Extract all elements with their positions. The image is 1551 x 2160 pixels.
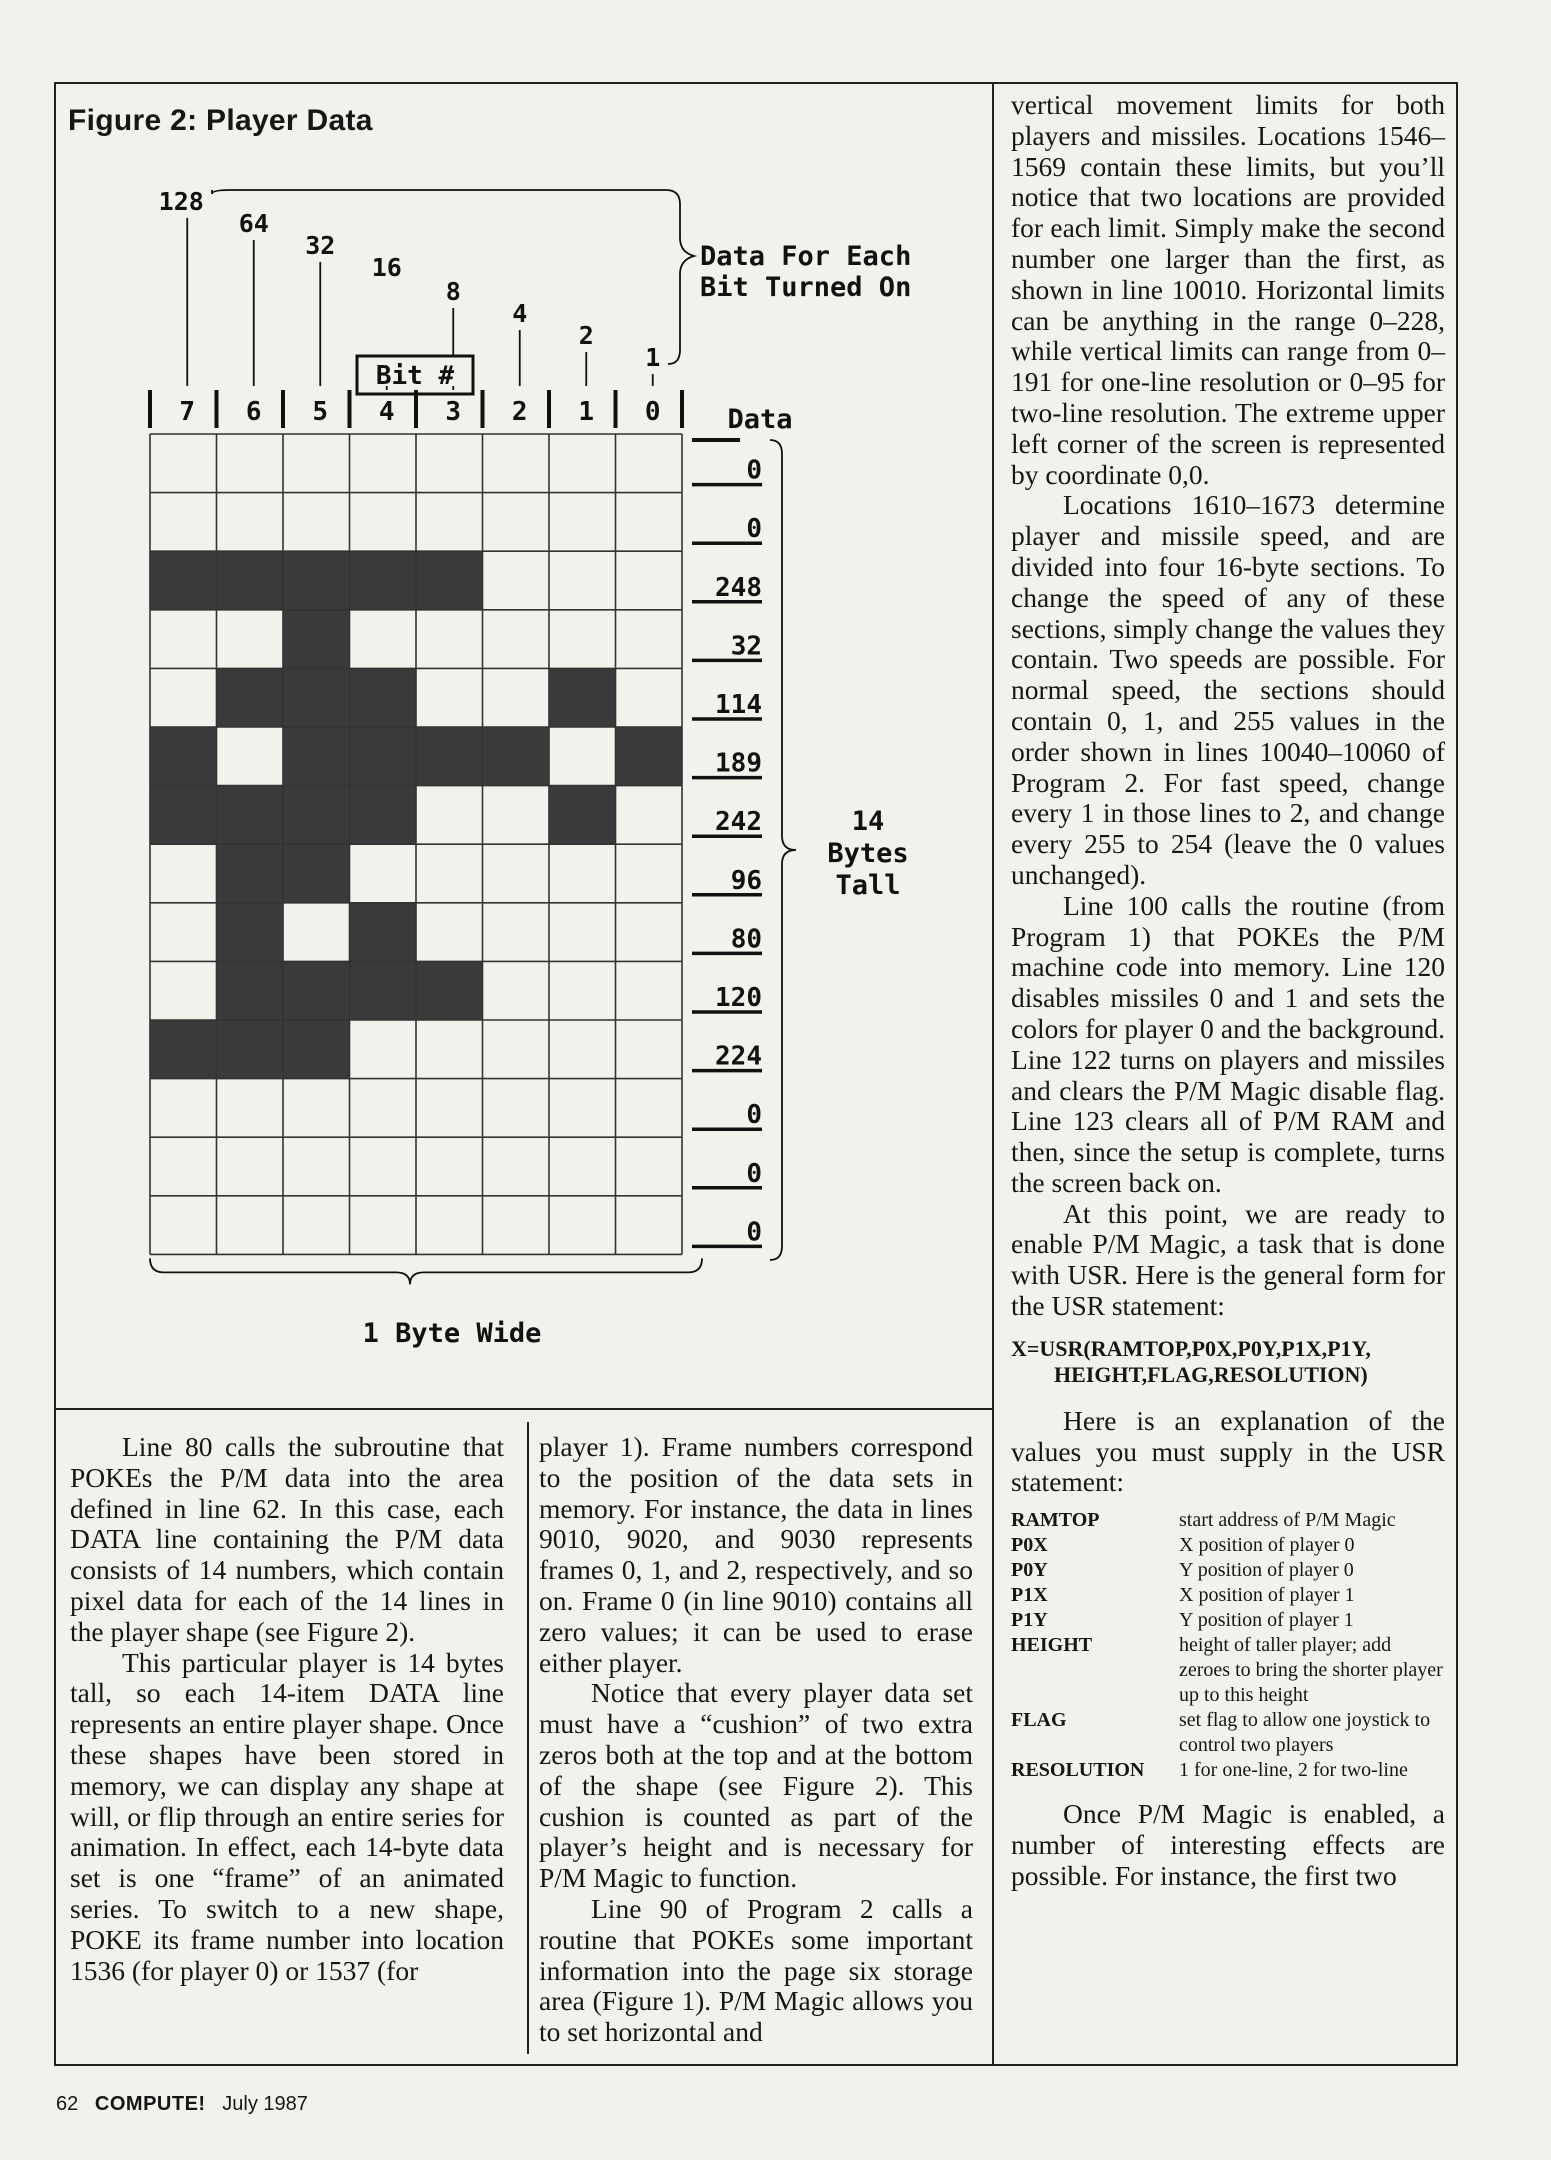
bit-value: 8 xyxy=(445,277,461,306)
data-header: Data xyxy=(727,404,793,435)
col2-paragraph-3: Line 90 of Program 2 calls a routine that POKEs some important information into the page six storage area (Figure 1). P/M Magic allows you to set horizontal and xyxy=(539,1892,973,2048)
pixel-on xyxy=(350,961,417,1020)
usr-statement-line-1: X=USR(RAMTOP,P0X,P0Y,P1X,P1Y, xyxy=(1011,1335,1371,1361)
def-row xyxy=(1011,1708,1445,1758)
def-term: HEIGHT xyxy=(1011,1634,1093,1657)
col1-paragraph-2: This particular player is 14 bytes tall, so each 14-item DATA line represents an entire player shape. Once these shapes have been stored in memory, we can display any shape at will, or flip through an entire series for animation. In effect, each 14-byte data set is one “frame” of an animated series. To switch to a new shape, POKE its frame number into location 1536 (for player 0) or 1537 (for xyxy=(70,1646,504,1986)
pixel-on xyxy=(150,727,217,786)
pixel-on xyxy=(283,551,350,610)
bit-number: 6 xyxy=(245,397,262,427)
def-term: P1X xyxy=(1011,1584,1048,1607)
def-term: RAMTOP xyxy=(1011,1509,1100,1532)
def-row xyxy=(1011,1558,1445,1583)
pixel-on xyxy=(217,786,284,845)
bit-number: 1 xyxy=(578,397,595,427)
pixel-on xyxy=(217,551,284,610)
col3-paragraph-6: Once P/M Magic is enabled, a number of interesting effects are possible. For instance, the first two xyxy=(1011,1798,1445,1891)
def-desc: set flag to allow one joystick to control two players xyxy=(1179,1709,1431,1757)
data-value: 0 xyxy=(746,455,762,486)
bit-number: 0 xyxy=(644,397,661,427)
col3-paragraph-1: vertical movement limits for both players and missiles. Locations 1546–1569 contain these limits, but you’ll notice that two locations are provided for each limit. Simply make the second number one larger than the first, as shown in line 10010. Horizontal limits can be anything in the range 0–228, while vertical limits can range from 0–191 for one-line resolution or 0–95 for two-line resolution. The extreme upper left corner of the screen is represented by coordinate 0,0. xyxy=(1011,89,1445,490)
pixel-on xyxy=(416,551,483,610)
data-value: 248 xyxy=(715,572,762,603)
pixel-on xyxy=(283,844,350,903)
height-label-line-3: Tall xyxy=(835,870,901,901)
pixel-on xyxy=(217,903,284,962)
col3-paragraph-2: Locations 1610–1673 determine player and missile speed, and are divided into four 16-byte sections. To change the speed of any of these sections, simply change the values they contain. Two speeds are possible. For normal speed, the sections should contain 0, 1, and 255 values in the order shown in lines 10040–10060 of Program 2. For fast speed, change every 1 in those lines to 2, and change every 255 to 254 (leave the 0 values unchanged). xyxy=(1011,489,1445,890)
data-value: 0 xyxy=(746,1158,762,1189)
col2-paragraph-1: player 1). Frame numbers correspond to the position of the data sets in memory. For instance, the data in lines 9010, 9020, and 9030 represents frames 0, 1, and 2, respectively, and so on. Frame 0 (in line 9010) contains all zero values; it can be used to erase either player. xyxy=(539,1431,973,1678)
def-term: P1Y xyxy=(1011,1609,1048,1632)
bit-number: 7 xyxy=(179,397,196,427)
pixel-on xyxy=(283,668,350,727)
usr-statement xyxy=(1011,1336,1445,1388)
bit-value: 128 xyxy=(158,187,204,216)
def-row xyxy=(1011,1508,1445,1533)
bit-value: 32 xyxy=(305,231,336,260)
def-row xyxy=(1011,1608,1445,1633)
def-term: P0Y xyxy=(1011,1559,1048,1582)
bit-value: 64 xyxy=(238,209,269,238)
def-desc: start address of P/M Magic xyxy=(1179,1509,1396,1532)
page-footer xyxy=(56,2093,308,2116)
def-desc: 1 for one-line, 2 for two-line xyxy=(1179,1759,1408,1782)
def-term: FLAG xyxy=(1011,1709,1067,1732)
def-row xyxy=(1011,1583,1445,1608)
column-3 xyxy=(1011,90,1445,1892)
bit-number: 2 xyxy=(511,397,528,427)
pixel-on xyxy=(283,610,350,669)
data-value: 0 xyxy=(746,1217,762,1248)
brace-label-line-1: Data For Each xyxy=(700,241,912,272)
bit-number: 5 xyxy=(312,397,329,427)
bit-number: 3 xyxy=(445,397,462,427)
data-value: 0 xyxy=(746,1100,762,1131)
pixel-on xyxy=(350,727,417,786)
bit-value: 2 xyxy=(578,321,594,350)
col1-paragraph-1: Line 80 calls the subroutine that POKEs the P/M data into the area defined in line 62. In this case, each DATA line containing the P/M data consists of 14 numbers, which contain pixel data for each of the 14 lines in the player shape (see Figure 2). xyxy=(70,1431,504,1647)
data-value: 120 xyxy=(715,983,762,1013)
data-value: 96 xyxy=(730,865,762,896)
height-label-line-2: Bytes xyxy=(827,838,909,869)
brace-width xyxy=(150,1258,702,1284)
data-value: 114 xyxy=(715,690,762,720)
def-desc: height of taller player; add zeroes to bring the shorter player up to this height xyxy=(1179,1634,1443,1707)
pixel-on xyxy=(350,903,417,962)
col2-paragraph-2: Notice that every player data set must have a “cushion” of two extra zeros both at the top and at the bottom of the shape (see Figure 2). This cushion is counted as part of the player’s height and is necessary for P/M Magic to function. xyxy=(539,1677,973,1894)
def-term: RESOLUTION xyxy=(1011,1759,1145,1782)
bit-label: Bit # xyxy=(375,361,455,391)
pixel-on xyxy=(217,844,284,903)
brace-height xyxy=(770,440,796,1260)
magazine-name: COMPUTE! xyxy=(94,2093,206,2115)
pixel-on xyxy=(416,961,483,1020)
def-term: P0X xyxy=(1011,1534,1048,1557)
pixel-on xyxy=(350,786,417,845)
figure-title: Figure 2: Player Data xyxy=(68,104,373,137)
def-desc: Y position of player 1 xyxy=(1179,1609,1354,1632)
column-divider-left xyxy=(527,1422,529,2054)
width-label: 1 Byte Wide xyxy=(362,1318,542,1349)
usr-parameter-list xyxy=(1011,1508,1445,1783)
data-value: 242 xyxy=(715,807,762,838)
pixel-on xyxy=(150,551,217,610)
data-value: 80 xyxy=(730,924,762,955)
pixel-on xyxy=(217,668,284,727)
pixel-on xyxy=(416,727,483,786)
data-value: 224 xyxy=(715,1041,762,1072)
bit-value: 1 xyxy=(645,343,661,372)
bit-value: 16 xyxy=(371,253,402,282)
def-row xyxy=(1011,1758,1445,1783)
data-value: 189 xyxy=(715,748,762,779)
data-value: 0 xyxy=(746,514,762,545)
bit-number: 4 xyxy=(378,397,395,427)
data-value: 32 xyxy=(730,631,762,662)
pixel-on xyxy=(483,727,550,786)
pixel-on xyxy=(217,961,284,1020)
def-desc: Y position of player 0 xyxy=(1179,1559,1354,1582)
def-row xyxy=(1011,1533,1445,1558)
issue-date: July 1987 xyxy=(222,2093,308,2115)
col3-paragraph-4: At this point, we are ready to enable P/M Magic, a task that is done with USR. Here is the general form for the USR statement: xyxy=(1011,1197,1445,1322)
pixel-on xyxy=(549,786,616,845)
height-label-line-1: 14 xyxy=(851,806,885,837)
def-desc: X position of player 1 xyxy=(1179,1584,1355,1607)
pixel-on xyxy=(217,1020,284,1079)
def-desc: X position of player 0 xyxy=(1179,1534,1355,1557)
pixel-on xyxy=(350,551,417,610)
pixel-on xyxy=(283,961,350,1020)
usr-statement-line-2: HEIGHT,FLAG,RESOLUTION) xyxy=(1054,1361,1368,1387)
def-row xyxy=(1011,1633,1445,1708)
pixel-on xyxy=(616,727,683,786)
pixel-on xyxy=(150,1020,217,1079)
pixel-on xyxy=(350,668,417,727)
col3-paragraph-3: Line 100 calls the routine (from Program 1) that POKEs the P/M machine code into memory. Line 120 disables missiles 0 and 1 and sets the colors for player 0 and the background. Line 122 turns on players and missiles and clears the P/M Magic disable flag. Line 123 clears all of P/M RAM and then, since the setup is complete, turns the screen back on. xyxy=(1011,889,1445,1198)
pixel-on xyxy=(283,786,350,845)
col3-paragraph-5: Here is an explanation of the values you must supply in the USR statement: xyxy=(1011,1404,1445,1498)
pixel-on xyxy=(283,727,350,786)
column-2 xyxy=(539,1432,973,2048)
pixel-on xyxy=(549,668,616,727)
bit-value: 4 xyxy=(512,299,528,328)
pixel-on xyxy=(150,786,217,845)
brace-label-line-2: Bit Turned On xyxy=(700,272,912,303)
pixel-on xyxy=(283,1020,350,1079)
page-number: 62 xyxy=(56,2093,79,2115)
column-1 xyxy=(70,1432,504,1986)
